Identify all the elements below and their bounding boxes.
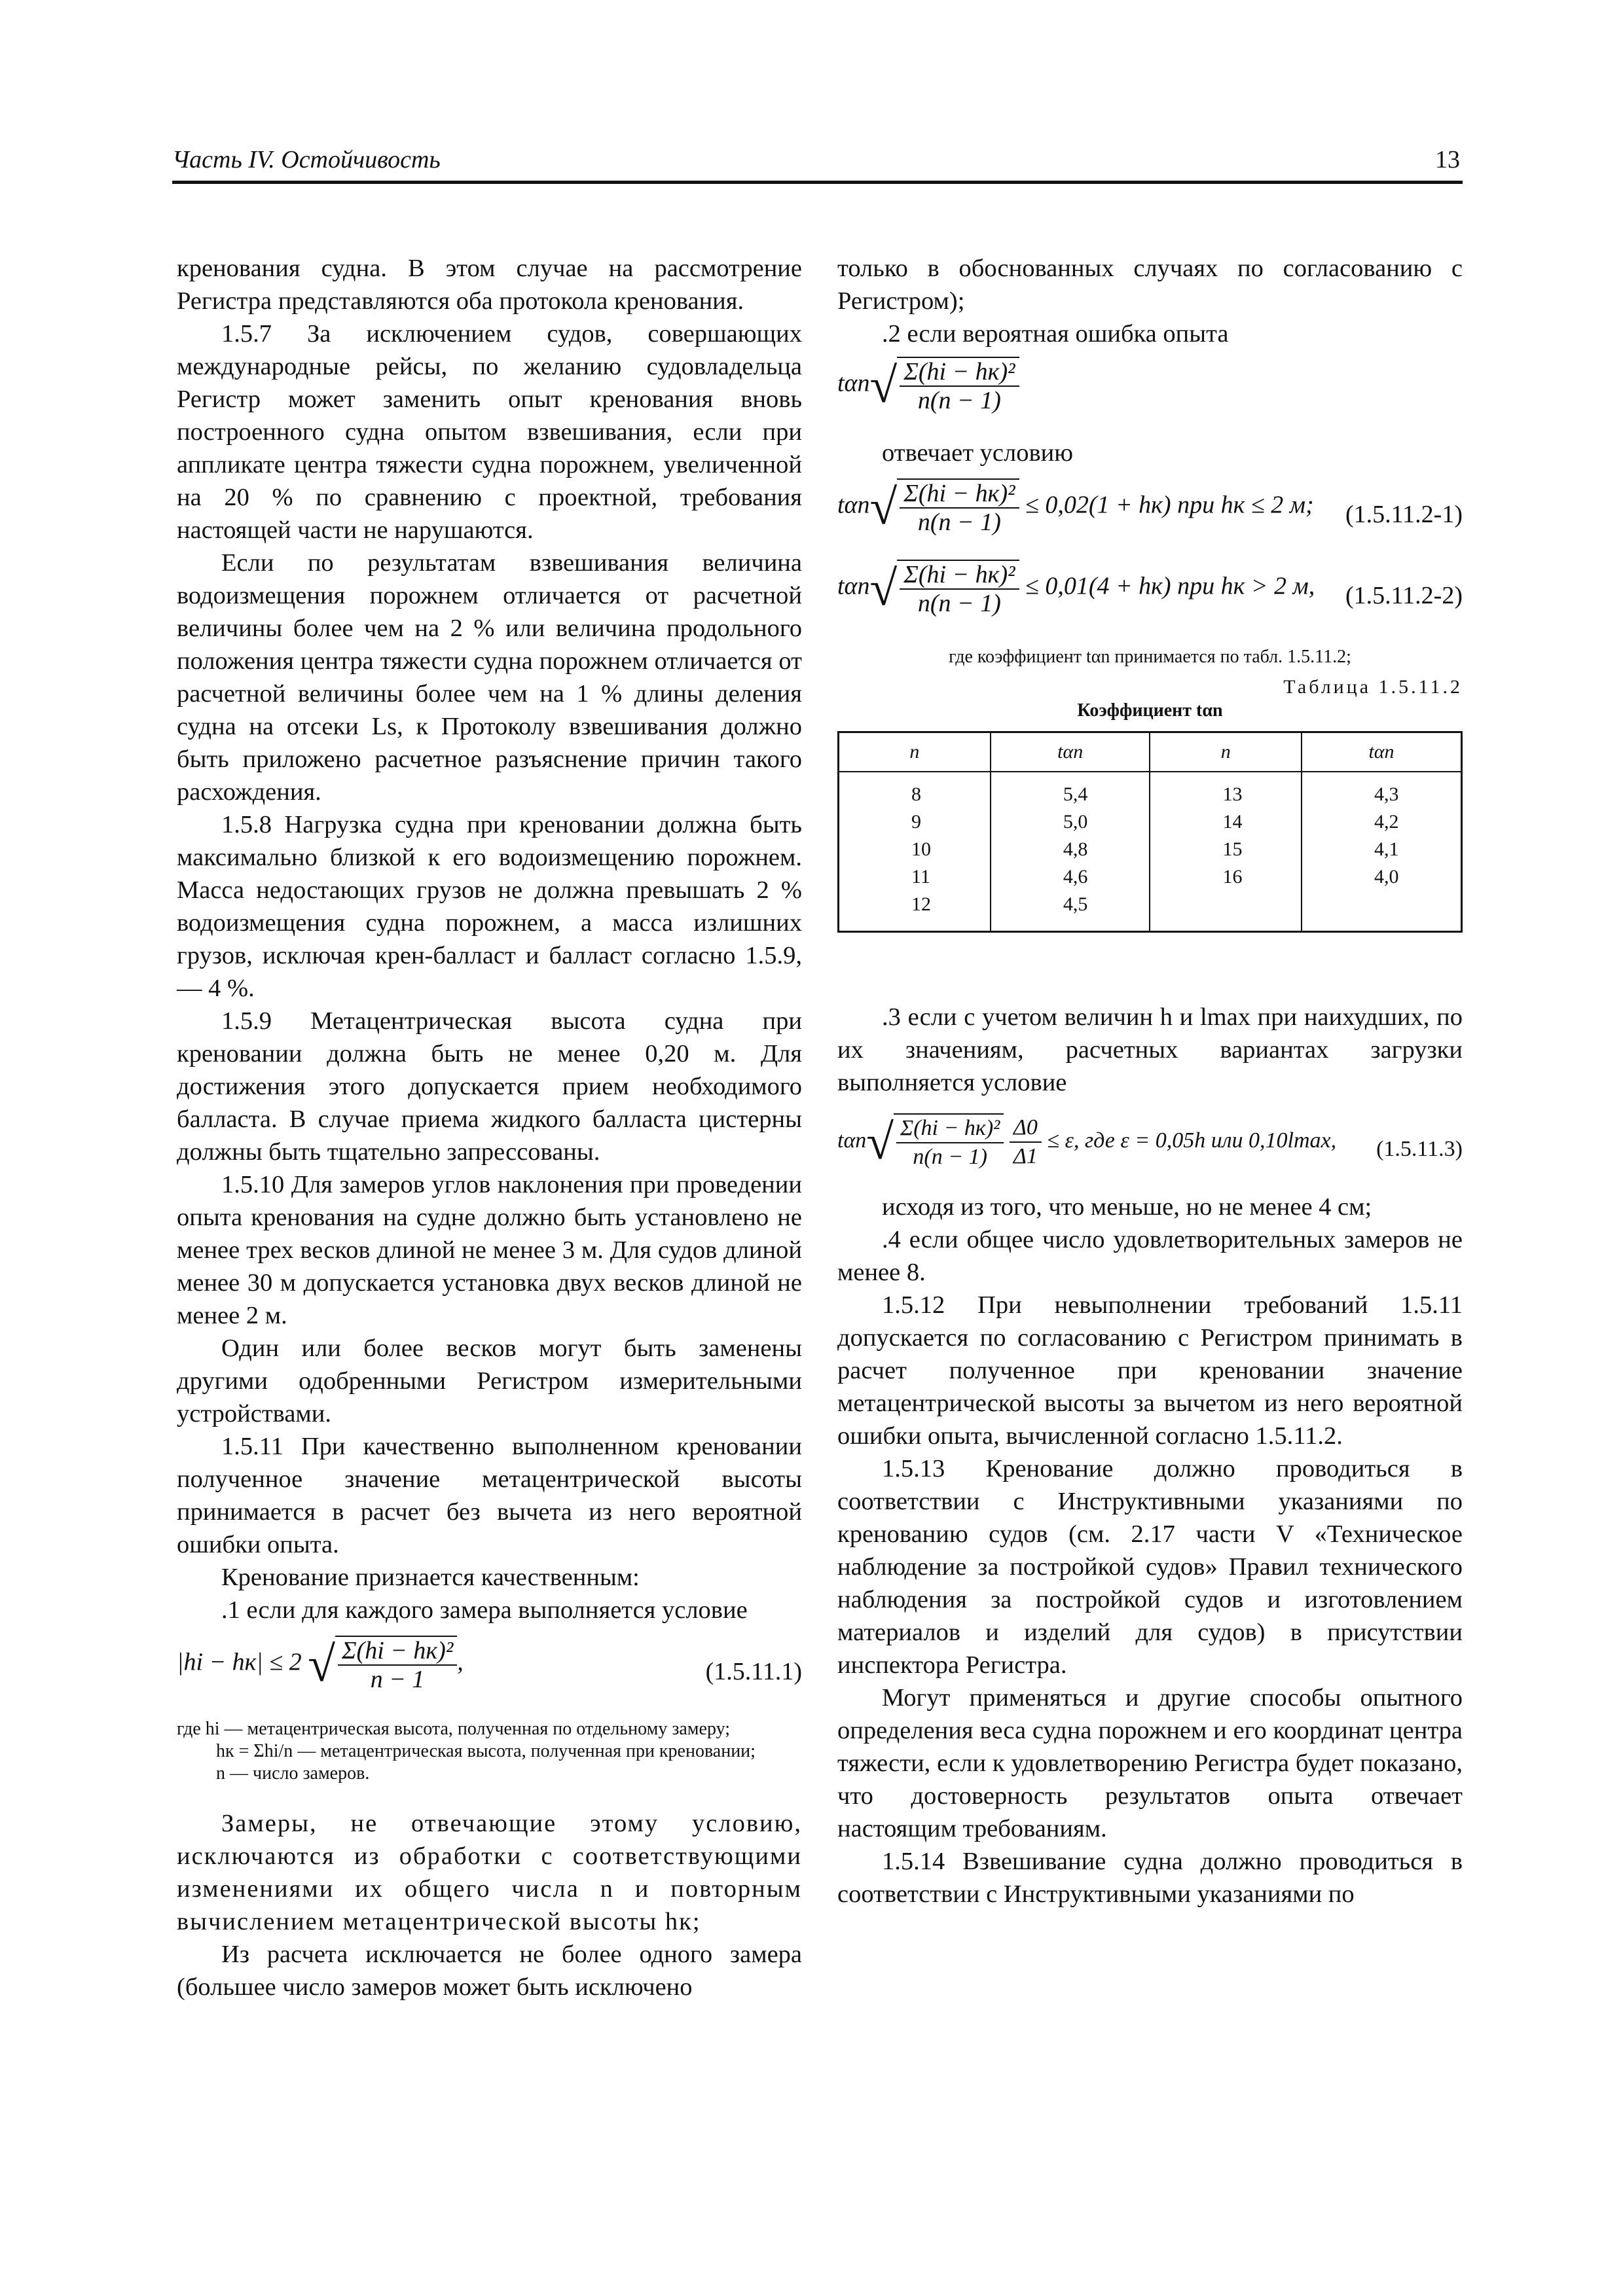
fraction-numerator: Σ(hi − hк)²: [896, 1115, 1004, 1143]
paragraph: только в обоснованных случаях по согласованию с Регистром);: [837, 255, 1463, 315]
paragraph: Один или более весков могут быть заменены другими одобренными Регистром измерительными устройствами.: [177, 1335, 802, 1427]
paragraph-1-5-10: 1.5.10 Для замеров углов наклонения при проведении опыта кренования на судне должно быть установлено не менее трех весков длиной не менее 3 м. Для судов длиной менее 30 м допускается установка двух весков длиной не менее 2 м.: [177, 1171, 802, 1329]
table-header-row: [839, 732, 1462, 772]
fraction-denominator: n(n − 1): [917, 509, 1001, 536]
table-cell: [1150, 891, 1302, 932]
equation-label: (1.5.11.3): [1376, 1137, 1463, 1161]
column-header: tαn: [991, 732, 1150, 772]
table-cell: 8: [839, 772, 991, 808]
definition-item: где hi — метацентрическая высота, полученная по отдельному замеру;: [177, 1719, 730, 1739]
equation-1-5-11-2-1: [837, 478, 1463, 550]
sqrt-symbol: √: [869, 358, 898, 413]
page-header: [172, 147, 1463, 184]
table-caption: Таблица 1.5.11.2: [1283, 676, 1463, 698]
table-row: [839, 863, 1462, 891]
paragraph: Кренование признается качественным:: [221, 1564, 640, 1591]
left-column: [177, 252, 802, 2003]
paragraph-1-5-7: 1.5.7 За исключением судов, совершающих международные рейсы, по желанию судовладельца Регистр может заменить опыт кренования вновь построенного судна опытом взвешивания, если при аппликате центра тяжести судна порожнем, увеличенной на 20 % по сравнению с проектной, требования настоящей части не нарушаются.: [177, 320, 802, 544]
paragraph: Если по результатам взвешивания величина водоизмещения порожнем отличается от расчетной величины более чем на 2 % или величина продольного положения центра тяжести судна порожнем отличается от расчетной величины более чем на 1 % длины деления судна на отсеки Ls, к Протоколу взвешивания должно быть приложено расчетное разъяснение причин такого расхождения.: [177, 549, 802, 806]
table-cell: 12: [839, 891, 991, 932]
table-cell: 4,2: [1302, 808, 1462, 836]
table-row: [839, 772, 1462, 808]
fraction-numerator: Σ(hi − hк)²: [900, 358, 1019, 387]
paragraph: Из расчета исключается не более одного замера (большее число замеров может быть исключено: [177, 1941, 802, 2001]
paragraph: кренования судна. В этом случае на рассмотрение Регистра представляются оба протокола кренования.: [177, 255, 802, 315]
table-title: Коэффициент tαn: [1077, 700, 1223, 721]
equation-probable-error: [837, 357, 1463, 429]
column-header: n: [1150, 732, 1302, 772]
coefficient: tαn: [837, 1128, 867, 1153]
fraction-numerator: Δ0: [1010, 1114, 1042, 1143]
definitions-list: [177, 1718, 802, 1785]
table-cell: 4,0: [1302, 863, 1462, 891]
equation-1-5-11-2-2: [837, 560, 1463, 632]
table-cell: 5,0: [991, 808, 1150, 836]
table-cell: 9: [839, 808, 991, 836]
equation-1-5-11-1: |hi − hк| ≤ 2 √ $\frac{\text{Σ(hi − hк)²}}{n - 1}$ , (1.5.11.1): [177, 1637, 802, 1693]
column-header: tαn: [1302, 732, 1462, 772]
paragraph-1-5-9: 1.5.9 Метацентрическая высота судна при креновании должна быть не менее 0,20 м. Для достижения этого допускается прием необходимого балласта. В случае приема жидкого балласта цистерны должны быть тщательно запрессованы.: [177, 1007, 802, 1166]
paragraph: исходя из того, что меньше, но не менее 4 см;: [882, 1193, 1372, 1221]
equation-rhs: ≤ 0,01(4 + hк) при hк > 2 м,: [1025, 572, 1315, 600]
coefficient: tαn: [837, 491, 870, 519]
table-note: где коэффициент tαn принимается по табл. 1.5.11.2;: [949, 647, 1351, 667]
paragraph-1-5-12: 1.5.12 При невыполнении требований 1.5.11 допускается по согласованию с Регистром принимать в расчет полученное при креновании значение метацентрической высоты за вычетом из него вероятной ошибки опыта, вычисленной согласно 1.5.11.2.: [837, 1291, 1463, 1450]
paragraph: отвечает условию: [882, 439, 1073, 467]
paragraph: Могут применяться и другие способы опытного определения веса судна порожнем и его координат центра тяжести, если к удовлетворению Регистра будет показано, что достоверность результатов опыта отвечает настоящим требованиям.: [837, 1684, 1463, 1842]
equation-lhs: |hi − hк| ≤ 2: [177, 1648, 302, 1676]
fraction-numerator: Σ(hi − hк)²: [900, 561, 1019, 590]
paragraph: .4 если общее число удовлетворительных замеров не менее 8.: [837, 1226, 1463, 1286]
table-cell: 15: [1150, 836, 1302, 863]
column-header: n: [839, 732, 991, 772]
table-cell: 4,3: [1302, 772, 1462, 808]
section-title: Часть IV. Остойчивость: [172, 146, 441, 173]
fraction-denominator: n(n − 1): [917, 590, 1001, 617]
equation-label: (1.5.11.1): [705, 1658, 802, 1685]
page-number: 13: [1435, 146, 1460, 173]
sqrt-symbol: √: [866, 1115, 894, 1170]
sqrt-symbol: √: [869, 480, 898, 535]
paragraph: Замеры, не отвечающие этому условию, исключаются из обработки с соответствующими изменениями их общего числа n и повторным вычислением метацентрической высоты hк;: [177, 1810, 802, 1935]
fraction-numerator: Σ(hi − hк)²: [900, 480, 1019, 509]
coefficient: tαn: [837, 369, 870, 397]
table-row: [839, 891, 1462, 932]
table-cell: 4,6: [991, 863, 1150, 891]
paragraph-1-5-13: 1.5.13 Кренование должно проводиться в соответствии с Инструктивными указаниями по кренованию судов (см. 2.17 части V «Техническое наблюдение за постройкой судов» Правил технического наблюдения за постройкой судов и изготовлением материалов и изделий для судов) в присутствии инспектора Регистра.: [837, 1455, 1463, 1679]
table-cell: 10: [839, 836, 991, 863]
coefficient: tαn: [837, 572, 870, 600]
table-cell: 4,8: [991, 836, 1150, 863]
definition-item: n — число замеров.: [216, 1763, 370, 1784]
table-cell: 16: [1150, 863, 1302, 891]
fraction-denominator: Δ1: [1013, 1144, 1038, 1168]
table-cell: 4,5: [991, 891, 1150, 932]
fraction-denominator: n(n − 1): [913, 1145, 987, 1169]
table-cell: 4,1: [1302, 836, 1462, 863]
paragraph-1-5-14: 1.5.14 Взвешивание судна должно проводиться в соответствии с Инструктивными указаниями по: [837, 1848, 1463, 1908]
table-row: [839, 836, 1462, 863]
equation-rhs: ≤ ε, где ε = 0,05h или 0,10lmax,: [1047, 1128, 1337, 1153]
fraction-numerator: Σ(hi − hк)²: [338, 1637, 457, 1666]
paragraph: .1 если для каждого замера выполняется условие: [221, 1596, 748, 1624]
right-column: [837, 252, 1463, 1910]
table-row: [839, 808, 1462, 836]
table-cell: [1302, 891, 1462, 932]
sqrt-symbol: √: [869, 561, 898, 616]
equation-label: (1.5.11.2-1): [1345, 501, 1463, 528]
fraction-denominator: n(n − 1): [917, 387, 1001, 414]
coefficient-table: [837, 731, 1463, 933]
definition-item: hк = Σhi/n — метацентрическая высота, полученная при креновании;: [216, 1741, 756, 1761]
paragraph: .3 если с учетом величин h и lmax при наихудших, по их значениям, расчетных вариантах загрузки выполняется условие: [837, 1003, 1463, 1096]
table-cell: 13: [1150, 772, 1302, 808]
table-cell: 5,4: [991, 772, 1150, 808]
paragraph-1-5-11: 1.5.11 При качественно выполненном креновании полученное значение метацентрической высоты принимается в расчет без вычета из него вероятной ошибки опыта.: [177, 1433, 802, 1558]
paragraph: .2 если вероятная ошибка опыта: [882, 320, 1229, 348]
equation-rhs: ≤ 0,02(1 + hк) при hк ≤ 2 м;: [1025, 491, 1314, 519]
sqrt-symbol: √: [308, 1637, 335, 1692]
paragraph-1-5-8: 1.5.8 Нагрузка судна при креновании должна быть максимально близкой к его водоизмещению порожнем. Масса недостающих грузов не должна превышать 2 % водоизмещения судна порожнем, а масса излишних грузов, исключая крен-балласт и балласт согласно 1.5.9, — 4 %.: [177, 811, 802, 1002]
equation-label: (1.5.11.2-2): [1345, 582, 1463, 609]
fraction-denominator: n − 1: [370, 1666, 425, 1693]
table-cell: 14: [1150, 808, 1302, 836]
equation-1-5-11-3: [837, 1113, 1463, 1185]
table-cell: 11: [839, 863, 991, 891]
